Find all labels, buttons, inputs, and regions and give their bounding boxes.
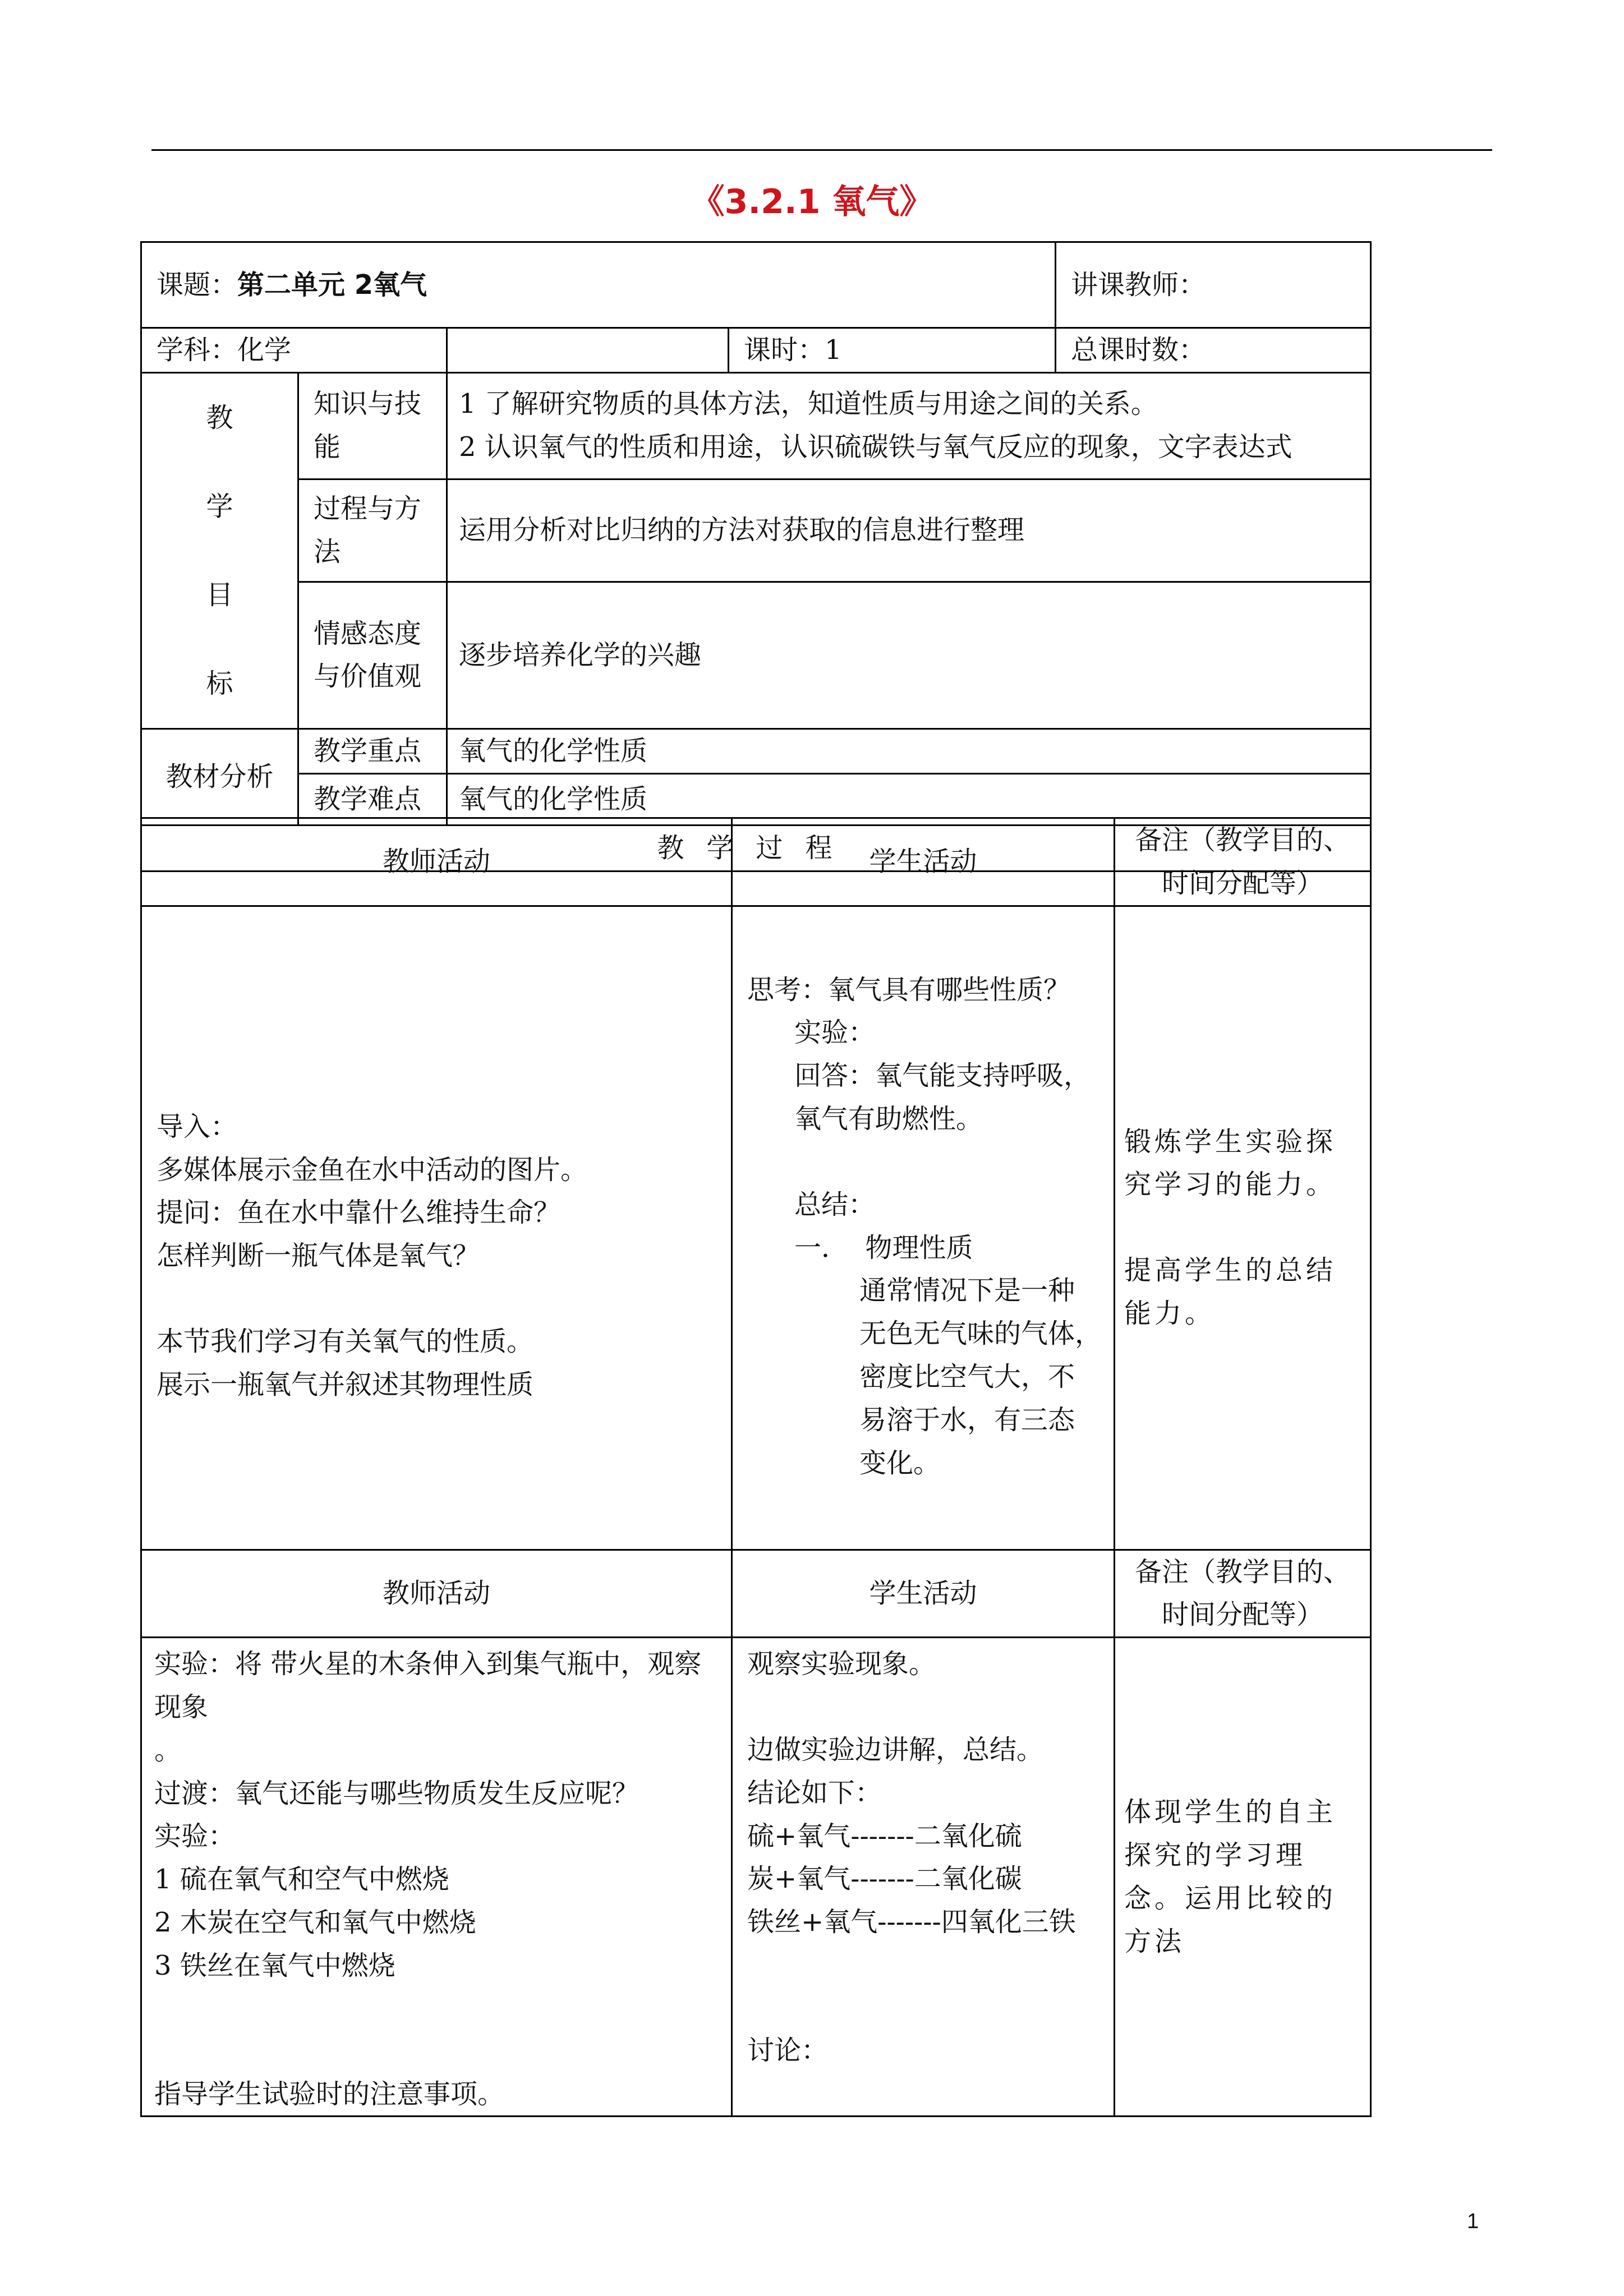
subject-cell: 学科：化学 <box>141 328 447 373</box>
col-header-note: 备注（教学目的、时间分配等） <box>1115 1550 1371 1638</box>
objective-row-knowledge <box>141 373 1371 480</box>
objective-category: 知识与技能 <box>298 373 447 480</box>
objective-row-process <box>141 479 1371 582</box>
course-cell <box>141 242 1056 328</box>
objectives-group-label: 教 学 目 标 <box>141 373 298 729</box>
process-header-row <box>141 1550 1371 1638</box>
student-activity: 思考：氧气具有哪些性质？ 实验： 回答：氧气能支持呼吸， 氧气有助燃性。 总结： 一． 物理性质 通常情况下是一种 无色无气味的气体， 密度比空气大，不 易溶于水，有三态 变化。 <box>732 906 1115 1550</box>
objective-content: 逐步培养化学的兴趣 <box>447 582 1371 729</box>
teacher-cell: 讲课教师： <box>1056 242 1371 328</box>
material-category: 教学难点 <box>298 774 447 826</box>
objective-category: 情感态度与价值观 <box>298 582 447 729</box>
material-category: 教学重点 <box>298 729 447 774</box>
col-header-teacher: 教师活动 <box>141 1550 732 1638</box>
lesson-plan-table <box>140 241 1372 872</box>
total-periods-cell: 总课时数： <box>1056 328 1371 373</box>
material-row-key <box>141 729 1371 774</box>
period-cell: 课时：1 <box>729 328 1056 373</box>
course-row <box>141 242 1371 328</box>
subject-row <box>141 328 1371 373</box>
header-rule <box>151 149 1492 151</box>
course-value: 第二单元 2氧气 <box>237 269 427 301</box>
process-header-row <box>141 818 1371 906</box>
document-title: 《3.2.1 氧气》 <box>691 182 933 222</box>
teacher-activity: 实验：将 带火星的木条伸入到集气瓶中，观察现象 。 过渡：氧气还能与哪些物质发生反应呢？ 实验： 1 硫在氧气和空气中燃烧 2 木炭在空气和氧气中燃烧 3 铁丝在氧气中燃烧 指导学生试验时的注意事项。 <box>141 1638 732 2117</box>
process-heading: 教学过程 <box>141 826 1371 872</box>
note-cell: 体现学生的自主探究的学习理念。运用比较的方法 <box>1115 1638 1371 2117</box>
note-cell: 锻炼学生实验探究学习的能力。 提高学生的总结能力。 <box>1115 906 1371 1550</box>
col-header-note: 备注（教学目的、时间分配等） <box>1115 818 1371 906</box>
student-activity: 观察实验现象。 边做实验边讲解，总结。 结论如下： 硫+氧气-------二氧化硫 炭+氧气-------二氧化碳 铁丝+氧气-------四氧化三铁 讨论： <box>732 1638 1115 2117</box>
process-table <box>140 817 1372 2117</box>
col-header-teacher: 教师活动 <box>141 818 732 906</box>
teacher-activity: 导入： 多媒体展示金鱼在水中活动的图片。 提问：鱼在水中靠什么维持生命？ 怎样判断一瓶气体是氧气？ 本节我们学习有关氧气的性质。 展示一瓶氧气并叙述其物理性质 <box>141 906 732 1550</box>
blank-cell <box>447 328 729 373</box>
course-label: 课题： <box>157 269 238 301</box>
process-section-2 <box>141 1638 1371 2117</box>
material-group-label: 教材分析 <box>141 729 298 826</box>
objective-category: 过程与方法 <box>298 479 447 582</box>
col-header-student: 学生活动 <box>732 818 1115 906</box>
objective-content: 1 了解研究物质的具体方法，知道性质与用途之间的关系。 2 认识氧气的性质和用途，认识硫碳铁与氧气反应的现象，文字表达式 <box>447 373 1371 480</box>
material-content: 氧气的化学性质 <box>447 774 1371 826</box>
col-header-student: 学生活动 <box>732 1550 1115 1638</box>
process-section-1 <box>141 906 1371 1550</box>
page-number: 1 <box>1467 2210 1479 2233</box>
material-content: 氧气的化学性质 <box>447 729 1371 774</box>
objective-row-attitude <box>141 582 1371 729</box>
objective-content: 运用分析对比归纳的方法对获取的信息进行整理 <box>447 479 1371 582</box>
